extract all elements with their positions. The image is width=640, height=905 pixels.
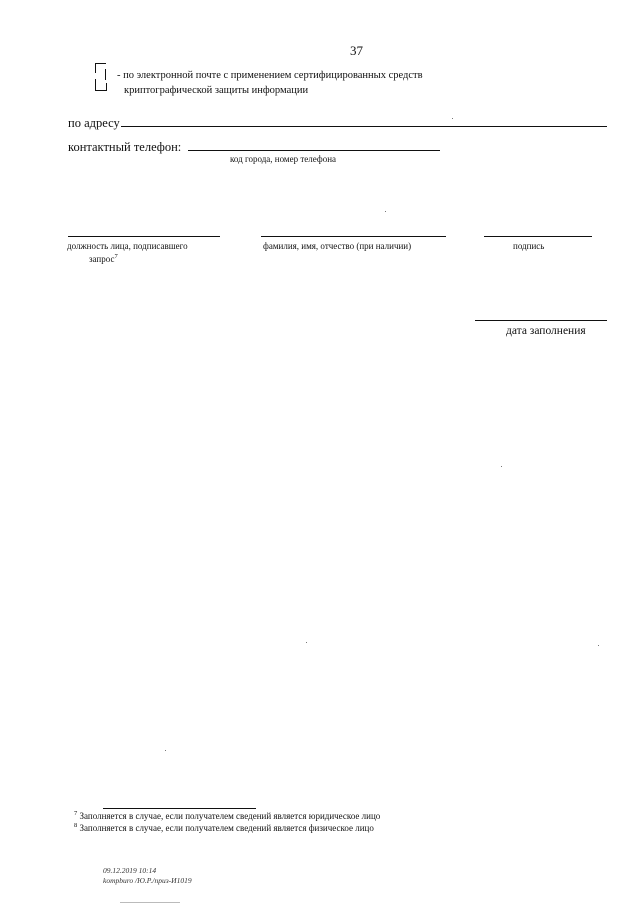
full-name-caption: фамилия, имя, отчество (при наличии) bbox=[263, 241, 412, 251]
scan-edge-mark bbox=[120, 902, 180, 903]
delivery-option-line-2: криптографической защиты информации bbox=[124, 85, 309, 96]
scan-speck bbox=[385, 211, 386, 212]
position-caption-word: запрос bbox=[89, 254, 115, 264]
delivery-option-line-1: - по электронной почте с применением сертифицированных средств bbox=[117, 70, 423, 81]
footnote-text: Заполняется в случае, если получателем сведений является физическое лицо bbox=[79, 823, 374, 833]
address-label: по адресу bbox=[68, 116, 120, 130]
delivery-checkbox[interactable] bbox=[95, 63, 107, 91]
scan-speck bbox=[598, 645, 599, 646]
footnote-8 bbox=[74, 822, 374, 833]
position-field[interactable] bbox=[68, 236, 220, 237]
position-caption: должность лица, подписавшего bbox=[67, 241, 188, 251]
footnote-marker: 8 bbox=[74, 822, 78, 829]
footnote-marker: 7 bbox=[74, 810, 78, 817]
scan-speck bbox=[306, 642, 307, 643]
signature-caption: подпись bbox=[513, 241, 545, 251]
phone-hint: код города, номер телефона bbox=[230, 154, 337, 164]
phone-field[interactable] bbox=[188, 150, 440, 151]
full-name-field[interactable] bbox=[261, 236, 446, 237]
position-caption-line-2 bbox=[89, 253, 118, 264]
footnote-7 bbox=[74, 810, 380, 821]
scan-speck bbox=[452, 118, 453, 119]
scan-speck bbox=[501, 466, 502, 467]
phone-label: контактный телефон: bbox=[68, 140, 182, 154]
stamp-datetime: 09.12.2019 10:14 bbox=[103, 866, 157, 875]
signature-field[interactable] bbox=[484, 236, 592, 237]
date-label: дата заполнения bbox=[506, 325, 586, 337]
date-field[interactable] bbox=[475, 320, 607, 321]
footnote-text: Заполняется в случае, если получателем сведений является юридическое лицо bbox=[79, 811, 381, 821]
position-caption-footnote-ref: 7 bbox=[114, 253, 118, 260]
page-number: 37 bbox=[350, 43, 363, 58]
stamp-author: kompburo /Ю.Р./приз-И1019 bbox=[103, 876, 192, 885]
address-field[interactable] bbox=[121, 126, 607, 127]
scan-speck bbox=[165, 750, 166, 751]
footnote-divider bbox=[103, 808, 256, 809]
